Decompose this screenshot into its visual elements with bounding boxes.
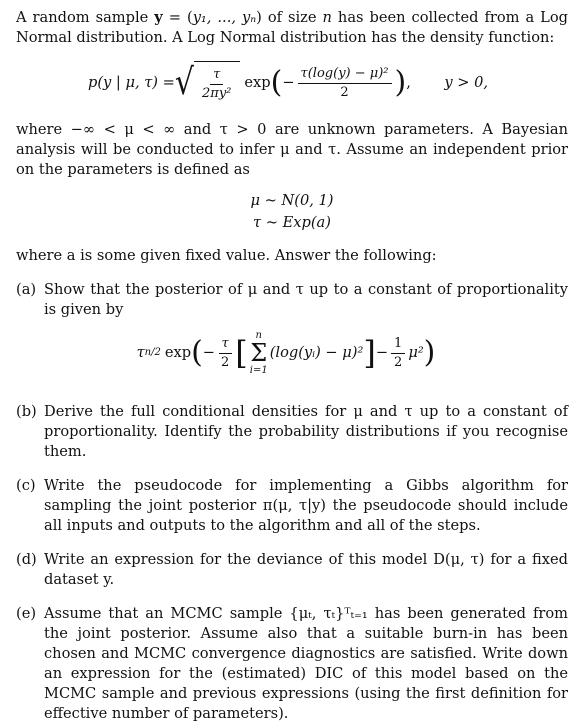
question-text: Assume that an MCMC sample {μₜ, τₜ}ᵀₜ₌₁ has been generated from the joint posterior. Assume also that a suitable burn-in has been chosen and MCMC convergence diagnostics are satisfied. Write down an expression for the (estimated) DIC of this model based on the MCMC sample and previous expressions (using the first definition for effective number of parameters). <box>44 605 568 722</box>
exp-denominator: 2 <box>340 84 349 100</box>
prior-mu: μ ~ N(0, 1) <box>250 192 334 209</box>
sample-symbol: y <box>154 9 163 26</box>
question-d <box>16 550 568 590</box>
sum-upper: n <box>255 330 262 341</box>
mu-squared: μ² <box>408 344 424 361</box>
posterior-equation: τ n/2 exp ( − $\frac{\tau}{2}$ [ n Σ i=1 (log(yᵢ) − μ)² ] − $\frac{1}{2}$ μ² ) <box>136 330 436 376</box>
half-den: 2 <box>394 354 403 370</box>
sum-body: (log(yᵢ) − μ)² <box>269 344 364 361</box>
intro-text-c: ) of size <box>256 9 323 26</box>
left-bracket: [ <box>235 334 248 372</box>
support-condition: y > 0, <box>444 74 488 91</box>
sample-elements: y₁, ..., yₙ <box>192 9 257 26</box>
params-text: where −∞ < μ < ∞ and τ > 0 are unknown parameters. A Bayesian analysis will be conducted to infer μ and τ. Assume an independent prior on the parameters is defined as <box>16 121 568 178</box>
density-equation <box>16 56 568 110</box>
posterior-right-paren: ) <box>423 335 436 370</box>
posterior-exp: exp <box>164 344 192 361</box>
density-lhs: p(y | μ, τ) = <box>88 74 175 91</box>
question-e <box>16 604 568 724</box>
sqrt-denominator: 2πy² <box>202 86 232 101</box>
intro-text-d: has been collected from a Log Normal distribution. A Log Normal distribution has the density function: <box>16 9 569 46</box>
question-label: (c) <box>16 477 36 494</box>
sum-lower: i=1 <box>249 365 268 376</box>
summation <box>250 330 268 376</box>
comma: , <box>406 74 411 91</box>
posterior-minus: − <box>202 344 216 361</box>
intro-text-a: A random sample <box>16 9 155 26</box>
question-label: (e) <box>16 605 37 622</box>
question-label: (d) <box>16 551 37 568</box>
posterior-minus-2: − <box>375 344 389 361</box>
question-label: (a) <box>16 281 37 298</box>
posterior-tau: τ <box>136 344 145 361</box>
question-text: Derive the full conditional densities for μ and τ up to a constant of proportionality. Identify the probability distributions if you recognise them. <box>44 403 568 460</box>
sqrt-term <box>175 61 241 105</box>
question-a <box>16 280 568 388</box>
posterior-frac-num: τ <box>219 335 232 354</box>
right-bracket: ] <box>363 334 376 372</box>
exp-numerator: τ(log(y) − μ)² <box>298 65 392 84</box>
question-c <box>16 476 568 536</box>
question-b <box>16 402 568 462</box>
posterior-left-paren: ( <box>191 335 203 370</box>
posterior-frac-den: 2 <box>221 354 230 370</box>
prior-tau: τ ~ Exp(a) <box>253 214 331 231</box>
half-fraction <box>391 335 405 372</box>
sigma-sign: Σ <box>250 339 268 367</box>
prior-block <box>16 190 568 234</box>
intro-paragraph <box>16 8 568 48</box>
radical-sign: √ <box>174 61 194 104</box>
posterior-tau-fraction <box>218 335 232 372</box>
after-prior-text: where a is some given fixed value. Answer the following: <box>16 247 437 264</box>
question-list <box>16 280 568 724</box>
question-text: Show that the posterior of μ and τ up to a constant of proportionality is given by <box>44 281 568 318</box>
intro-text-b: = ( <box>162 9 193 26</box>
right-paren: ) <box>394 65 407 100</box>
question-text: Write an expression for the deviance of this model D(μ, τ) for a fixed dataset y. <box>44 551 568 588</box>
question-text: Write the pseudocode for implementing a Gibbs algorithm for sampling the joint posterior π(μ, τ|y) the pseudocode should include all inputs and outputs to the algorithm and all of the steps. <box>44 477 568 534</box>
question-label: (b) <box>16 403 37 420</box>
half-num: 1 <box>391 335 405 354</box>
left-paren: ( <box>270 65 283 100</box>
exp-fraction <box>298 65 392 102</box>
sample-size: n <box>322 9 332 26</box>
minus-sign: − <box>282 74 295 91</box>
sqrt-numerator: τ <box>210 66 223 85</box>
params-paragraph <box>16 120 568 180</box>
exp-function: exp <box>244 74 271 91</box>
sqrt-fraction <box>199 66 234 103</box>
